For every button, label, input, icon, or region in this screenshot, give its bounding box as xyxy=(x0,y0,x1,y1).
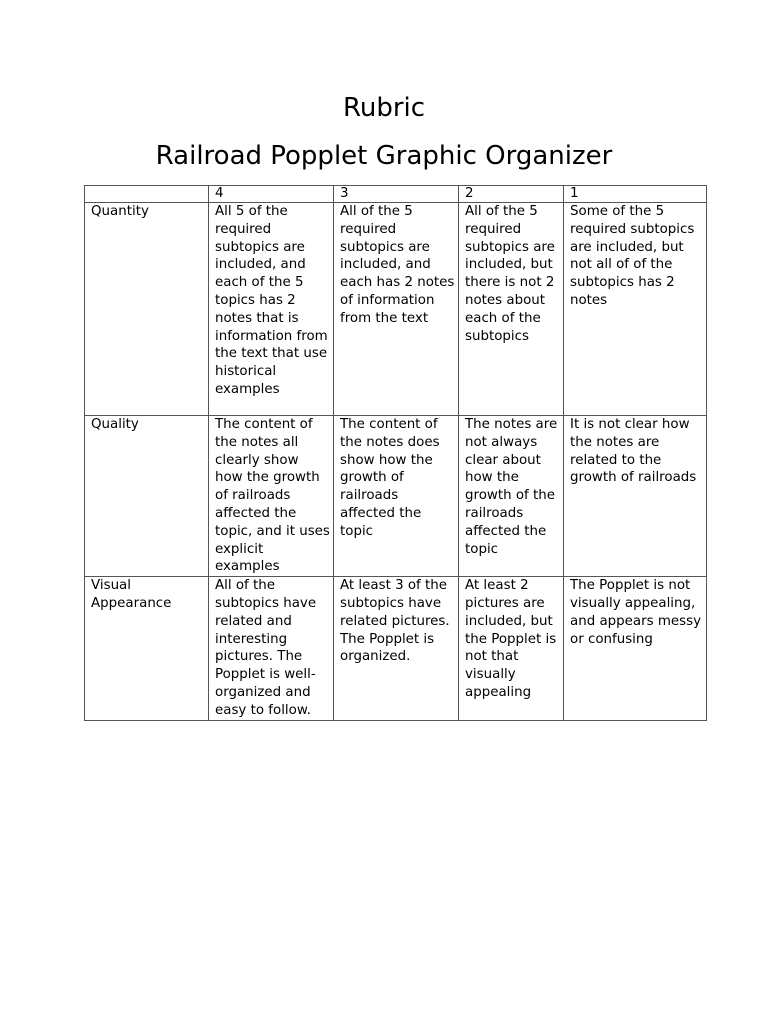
header-cell-score-2: 2 xyxy=(459,186,564,203)
rubric-row-quantity xyxy=(85,203,707,416)
quantity-score-1: Some of the 5 required subtopics are included, but not all of of the subtopics has 2 notes xyxy=(564,203,707,416)
visual-appearance-score-3: At least 3 of the subtopics have related pictures. The Popplet is organized. xyxy=(334,577,459,720)
page-subtitle: Railroad Popplet Graphic Organizer xyxy=(155,141,613,171)
quantity-score-2: All of the 5 required subtopics are included, but there is not 2 notes about each of the subtopics xyxy=(459,203,564,416)
criterion-quantity: Quantity xyxy=(85,203,209,416)
rubric-header-row xyxy=(85,186,707,203)
criterion-quality: Quality xyxy=(85,416,209,577)
visual-appearance-score-4: All of the subtopics have related and interesting pictures. The Popplet is well-organized and easy to follow. xyxy=(209,577,334,720)
visual-appearance-score-1: The Popplet is not visually appealing, and appears messy or confusing xyxy=(564,577,707,720)
criterion-visual-appearance: Visual Appearance xyxy=(85,577,209,720)
rubric-row-quality xyxy=(85,416,707,577)
quality-score-1: It is not clear how the notes are related to the growth of railroads xyxy=(564,416,707,577)
quality-score-4: The content of the notes all clearly show how the growth of railroads affected the topic, and it uses explicit examples xyxy=(209,416,334,577)
header-cell-score-1: 1 xyxy=(564,186,707,203)
quality-score-2: The notes are not always clear about how the growth of the railroads affected the topic xyxy=(459,416,564,577)
rubric-table xyxy=(84,185,707,721)
rubric-row-visual-appearance xyxy=(85,577,707,720)
quality-score-3: The content of the notes does show how the growth of railroads affected the topic xyxy=(334,416,459,577)
header-cell-score-3: 3 xyxy=(334,186,459,203)
page-title: Rubric xyxy=(342,93,426,123)
header-cell-blank xyxy=(85,186,209,203)
visual-appearance-score-2: At least 2 pictures are included, but the Popplet is not that visually appealing xyxy=(459,577,564,720)
quantity-score-3: All of the 5 required subtopics are included, and each has 2 notes of information from the text xyxy=(334,203,459,416)
quantity-score-4: All 5 of the required subtopics are included, and each of the 5 topics has 2 notes that is information from the text that use historical examples xyxy=(209,203,334,416)
header-cell-score-4: 4 xyxy=(209,186,334,203)
